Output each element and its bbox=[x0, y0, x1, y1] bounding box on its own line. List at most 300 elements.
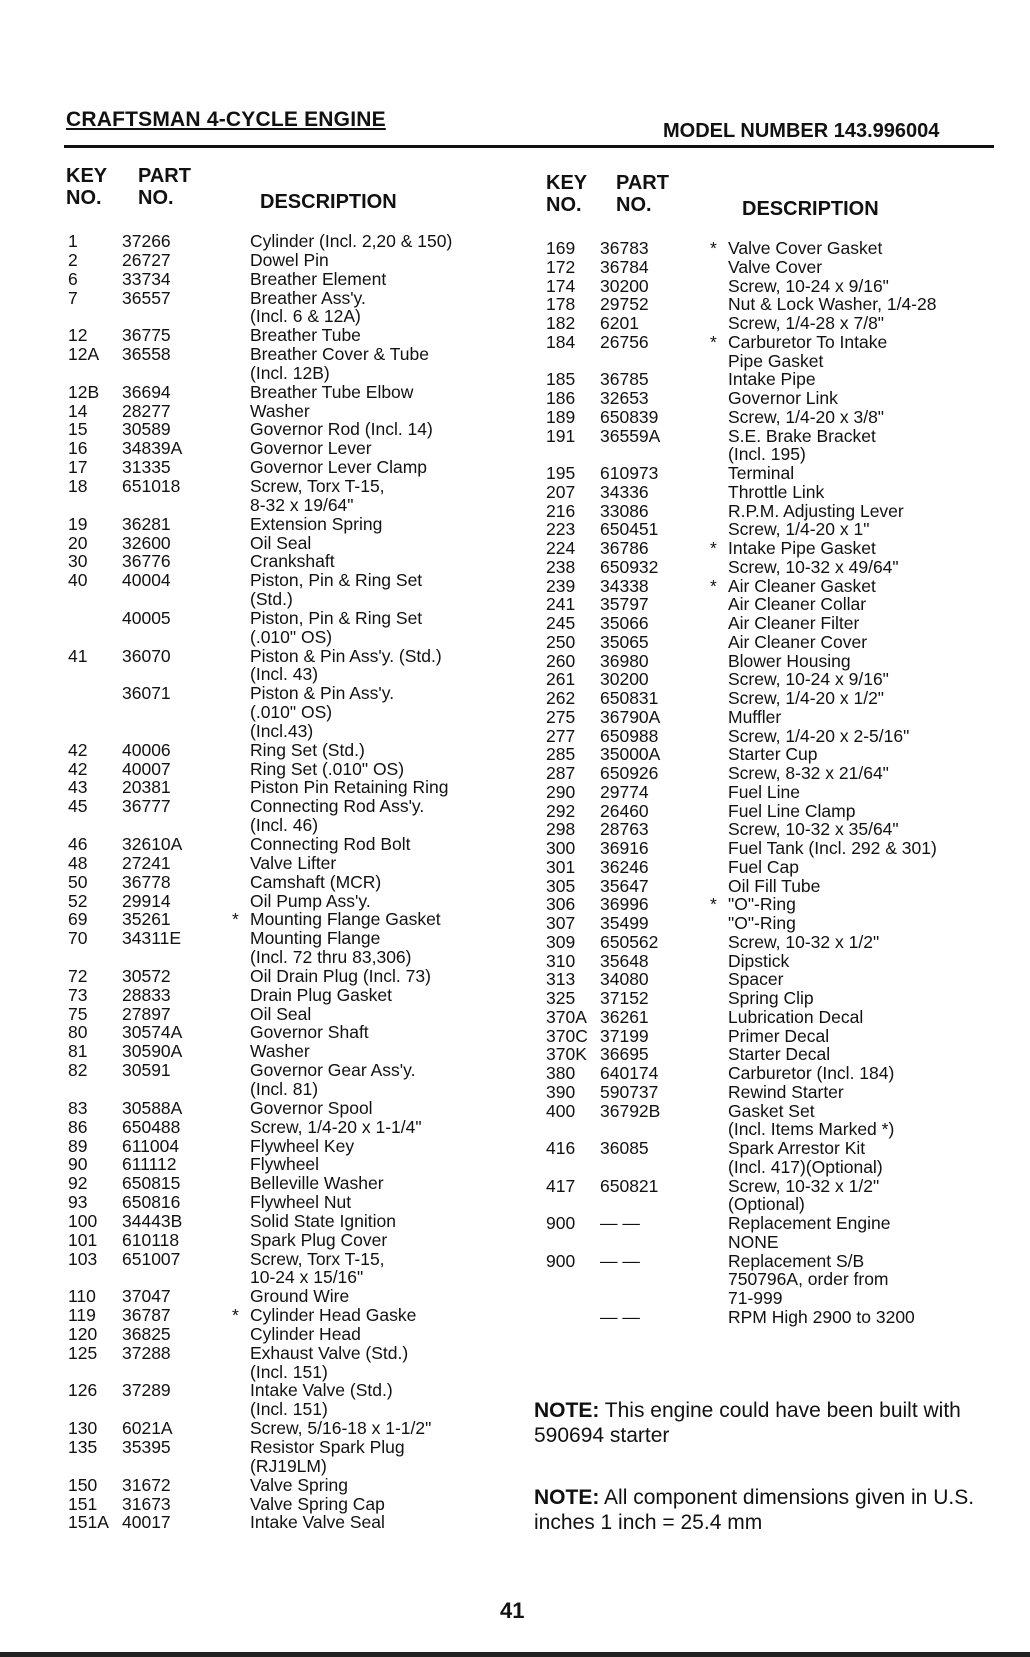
parts-row bbox=[546, 670, 996, 689]
parts-row bbox=[546, 989, 996, 1008]
part-description: Flywheel Key bbox=[250, 1135, 355, 1156]
part-key-no: 89 bbox=[68, 1135, 88, 1156]
part-key-no: 306 bbox=[546, 894, 576, 915]
part-description: Screw, 1/4-20 x 1/2" bbox=[728, 688, 885, 708]
part-no: 27241 bbox=[122, 852, 171, 873]
part-description: Breather Tube Elbow bbox=[250, 381, 414, 402]
part-header-bottom: NO. bbox=[138, 187, 174, 209]
parts-row bbox=[546, 652, 996, 671]
parts-row bbox=[68, 289, 508, 308]
parts-row bbox=[546, 1008, 996, 1027]
parts-row bbox=[68, 515, 508, 534]
part-description: Governor Rod (Incl. 14) bbox=[250, 419, 433, 440]
parts-row bbox=[68, 571, 508, 590]
parts-row bbox=[546, 1158, 996, 1177]
left-key-header bbox=[66, 165, 107, 209]
part-key-no: 69 bbox=[68, 909, 88, 930]
part-header-top: PART bbox=[138, 165, 191, 187]
part-key-no: 130 bbox=[68, 1418, 98, 1439]
part-no: 30574A bbox=[122, 1022, 183, 1043]
parts-row bbox=[546, 1064, 996, 1083]
part-description: Screw, Torx T-15, bbox=[250, 1248, 385, 1269]
part-description: Breather Cover & Tube bbox=[250, 344, 429, 365]
part-description: Camshaft (MCR) bbox=[250, 871, 382, 892]
parts-row bbox=[68, 232, 508, 251]
part-no: 28763 bbox=[600, 819, 649, 840]
part-no: 29774 bbox=[600, 781, 649, 802]
part-no: 650988 bbox=[600, 725, 659, 746]
part-key-no: 100 bbox=[68, 1210, 98, 1231]
part-description: S.E. Brake Bracket bbox=[728, 425, 876, 446]
parts-row bbox=[68, 590, 508, 609]
part-no: 35066 bbox=[600, 613, 649, 633]
parts-row bbox=[546, 1102, 996, 1121]
part-description: Flywheel bbox=[250, 1154, 320, 1175]
parts-row bbox=[68, 1400, 508, 1419]
part-no: 26756 bbox=[600, 331, 649, 352]
part-description: Screw, 1/4-28 x 7/8" bbox=[728, 313, 885, 333]
part-no: 36246 bbox=[600, 856, 649, 877]
part-no: 650831 bbox=[600, 688, 659, 708]
part-key-no: 151A bbox=[68, 1512, 109, 1533]
part-key-no: 186 bbox=[546, 388, 576, 408]
part-key-no: 135 bbox=[68, 1437, 98, 1457]
part-no: 37199 bbox=[600, 1025, 649, 1046]
part-no: 33086 bbox=[600, 500, 649, 521]
left-parts-list bbox=[68, 232, 508, 1532]
part-key-no: 290 bbox=[546, 781, 576, 802]
gasket-set-mark: * bbox=[710, 331, 717, 352]
left-part-header bbox=[138, 165, 191, 209]
part-description: Screw, 1/4-20 x 3/8" bbox=[728, 406, 885, 427]
part-key-no: 416 bbox=[546, 1138, 576, 1158]
part-key-no: 126 bbox=[68, 1380, 98, 1401]
part-no: 31335 bbox=[122, 457, 171, 478]
part-no: 30200 bbox=[600, 669, 649, 690]
part-description: Blower Housing bbox=[728, 650, 851, 671]
parts-row bbox=[68, 835, 508, 854]
part-description: Intake Valve (Std.) bbox=[250, 1380, 393, 1401]
part-description: (Optional) bbox=[728, 1194, 805, 1215]
parts-row bbox=[68, 1419, 508, 1438]
part-description: Air Cleaner Cover bbox=[728, 631, 868, 652]
part-description: Fuel Line Clamp bbox=[728, 800, 856, 821]
part-key-no: 80 bbox=[68, 1022, 88, 1043]
part-key-no: 12A bbox=[68, 344, 100, 365]
part-no: 35000A bbox=[600, 744, 661, 765]
part-no: 34443B bbox=[122, 1210, 183, 1231]
part-no: 590737 bbox=[600, 1081, 659, 1102]
parts-row bbox=[68, 1325, 508, 1344]
part-key-no: 305 bbox=[546, 875, 576, 896]
part-description: Intake Pipe bbox=[728, 369, 816, 390]
parts-row bbox=[546, 764, 996, 783]
part-description: Piston & Pin Ass'y. (Std.) bbox=[250, 645, 442, 666]
part-description: (Incl. 195) bbox=[728, 444, 806, 465]
parts-row bbox=[546, 952, 996, 971]
part-description: Piston & Pin Ass'y. bbox=[250, 683, 395, 704]
part-no: 37289 bbox=[122, 1380, 171, 1401]
part-description: Ring Set (Std.) bbox=[250, 739, 365, 760]
gasket-set-mark: * bbox=[710, 575, 717, 596]
part-no: 20381 bbox=[122, 777, 171, 798]
part-key-no: 40 bbox=[68, 570, 88, 591]
parts-row bbox=[546, 1139, 996, 1158]
part-description: Screw, 10-32 x 1/2" bbox=[728, 931, 880, 952]
parts-row bbox=[546, 1233, 996, 1252]
part-description: Mounting Flange bbox=[250, 928, 381, 949]
part-key-no: 241 bbox=[546, 594, 576, 615]
part-no: 34839A bbox=[122, 438, 183, 459]
parts-row bbox=[68, 1174, 508, 1193]
parts-row bbox=[68, 967, 508, 986]
parts-row bbox=[546, 333, 996, 352]
part-description: Oil Pump Ass'y. bbox=[250, 890, 371, 911]
part-key-no: 185 bbox=[546, 369, 576, 390]
part-no: 40017 bbox=[122, 1512, 171, 1533]
part-key-no: 223 bbox=[546, 519, 576, 540]
parts-row bbox=[546, 370, 996, 389]
part-key-no: 239 bbox=[546, 575, 576, 596]
parts-row bbox=[68, 1344, 508, 1363]
part-description: Screw, 1/4-20 x 2-5/16" bbox=[728, 725, 910, 746]
part-no: 29914 bbox=[122, 890, 171, 911]
part-no: 26727 bbox=[122, 249, 171, 270]
parts-row bbox=[68, 609, 508, 628]
part-key-no: 73 bbox=[68, 984, 88, 1005]
part-description: (.010" OS) bbox=[250, 702, 333, 723]
parts-row bbox=[68, 778, 508, 797]
gasket-set-mark: * bbox=[710, 538, 717, 558]
part-key-no: 307 bbox=[546, 913, 576, 933]
part-no: 35499 bbox=[600, 913, 649, 933]
part-description: Piston Pin Retaining Ring bbox=[250, 777, 449, 798]
part-no: 40007 bbox=[122, 758, 171, 779]
part-key-no: 52 bbox=[68, 890, 88, 911]
part-key-no: 238 bbox=[546, 556, 576, 577]
parts-row bbox=[68, 948, 508, 967]
part-no: 36695 bbox=[600, 1044, 649, 1065]
part-description: Primer Decal bbox=[728, 1025, 830, 1046]
part-no: 36085 bbox=[600, 1138, 649, 1158]
part-no: 36071 bbox=[122, 683, 171, 704]
part-description: Piston, Pin & Ring Set bbox=[250, 607, 423, 628]
part-no: — — bbox=[600, 1250, 640, 1271]
part-key-no: 101 bbox=[68, 1229, 98, 1250]
part-description: (Incl. 151) bbox=[250, 1399, 328, 1420]
parts-row bbox=[546, 502, 996, 521]
parts-row bbox=[546, 820, 996, 839]
part-description: Gasket Set bbox=[728, 1100, 815, 1121]
part-key-no: 20 bbox=[68, 532, 88, 553]
part-description: Belleville Washer bbox=[250, 1173, 384, 1194]
note-dimensions bbox=[534, 1485, 1004, 1535]
part-description: Connecting Rod Ass'y. bbox=[250, 796, 425, 817]
part-description: (.010" OS) bbox=[250, 626, 333, 647]
part-description: Air Cleaner Gasket bbox=[728, 575, 876, 596]
parts-row bbox=[68, 1061, 508, 1080]
part-key-no: 16 bbox=[68, 438, 88, 459]
parts-row bbox=[546, 1083, 996, 1102]
part-no: 36559A bbox=[600, 425, 661, 446]
part-no: 651018 bbox=[122, 475, 181, 496]
part-key-no: 151 bbox=[68, 1493, 98, 1514]
part-key-no: 261 bbox=[546, 669, 576, 690]
part-key-no: 72 bbox=[68, 965, 88, 986]
part-description: Dipstick bbox=[728, 950, 790, 971]
part-no: 34080 bbox=[600, 969, 649, 990]
part-description: Governor Lever Clamp bbox=[250, 457, 428, 478]
part-key-no: 120 bbox=[68, 1323, 98, 1344]
part-description: (Incl. 6 & 12A) bbox=[250, 306, 361, 327]
part-no: 36790A bbox=[600, 706, 661, 727]
part-description: Valve Cover bbox=[728, 256, 823, 277]
part-key-no: 93 bbox=[68, 1192, 88, 1213]
left-description-header: DESCRIPTION bbox=[260, 191, 397, 213]
part-description: Intake Valve Seal bbox=[250, 1512, 385, 1533]
parts-row bbox=[546, 408, 996, 427]
part-no: 650816 bbox=[122, 1192, 181, 1213]
part-description: Valve Lifter bbox=[250, 852, 337, 873]
part-key-no: 2 bbox=[68, 249, 78, 270]
part-description: Lubrication Decal bbox=[728, 1006, 864, 1027]
part-key-no: 178 bbox=[546, 294, 576, 315]
parts-row bbox=[546, 1252, 996, 1271]
gasket-set-mark: * bbox=[232, 909, 239, 930]
bottom-border bbox=[0, 1652, 1030, 1657]
part-key-no: 18 bbox=[68, 475, 88, 496]
parts-row bbox=[68, 1212, 508, 1231]
part-no: 27897 bbox=[122, 1003, 171, 1024]
parts-row bbox=[546, 1270, 996, 1289]
parts-row bbox=[68, 910, 508, 929]
part-key-no: 174 bbox=[546, 275, 576, 296]
part-key-no: 125 bbox=[68, 1342, 98, 1363]
header-rule bbox=[64, 145, 994, 148]
part-description: (Incl.43) bbox=[250, 720, 314, 741]
part-no: 651007 bbox=[122, 1248, 181, 1269]
parts-row bbox=[68, 1268, 508, 1287]
part-description: Valve Spring Cap bbox=[250, 1493, 385, 1514]
part-key-no: 150 bbox=[68, 1474, 98, 1495]
note-text: This engine could have been built with 590694 starter bbox=[534, 1399, 961, 1447]
parts-row bbox=[546, 689, 996, 708]
part-no: 40005 bbox=[122, 607, 171, 628]
part-no: 28277 bbox=[122, 400, 171, 421]
parts-row bbox=[546, 783, 996, 802]
part-key-no: 313 bbox=[546, 969, 576, 990]
page-number: 41 bbox=[500, 1598, 525, 1623]
parts-row bbox=[68, 1513, 508, 1532]
part-key-no: 285 bbox=[546, 744, 576, 765]
part-description: Terminal bbox=[728, 463, 795, 483]
part-description: Screw, 10-24 x 9/16" bbox=[728, 669, 889, 690]
part-description: Ground Wire bbox=[250, 1286, 350, 1307]
part-key-no: 216 bbox=[546, 500, 576, 521]
parts-row bbox=[68, 534, 508, 553]
part-no: 36777 bbox=[122, 796, 171, 817]
parts-row bbox=[68, 684, 508, 703]
part-description: Oil Seal bbox=[250, 1003, 312, 1024]
part-description: Screw, 5/16-18 x 1-1/2" bbox=[250, 1418, 432, 1439]
model-number: MODEL NUMBER 143.996004 bbox=[663, 120, 940, 142]
parts-row bbox=[68, 1099, 508, 1118]
parts-row bbox=[546, 539, 996, 558]
part-description: Oil Seal bbox=[250, 532, 312, 553]
part-no: 35647 bbox=[600, 875, 649, 896]
right-description-header: DESCRIPTION bbox=[742, 198, 879, 220]
part-description: (Incl. 46) bbox=[250, 815, 319, 836]
part-no: 28833 bbox=[122, 984, 171, 1005]
part-key-no: 370C bbox=[546, 1025, 588, 1046]
part-no: 36070 bbox=[122, 645, 171, 666]
parts-row bbox=[546, 933, 996, 952]
parts-row bbox=[546, 314, 996, 333]
parts-row bbox=[68, 760, 508, 779]
part-description: Extension Spring bbox=[250, 513, 383, 534]
part-no: 34311E bbox=[122, 928, 182, 949]
note-text: All component dimensions given in U.S. inches 1 inch = 25.4 mm bbox=[534, 1486, 975, 1534]
part-key-no: 287 bbox=[546, 763, 576, 783]
parts-row bbox=[68, 1287, 508, 1306]
part-key-no: 12 bbox=[68, 325, 88, 346]
parts-row bbox=[68, 929, 508, 948]
part-description: Spark Arrestor Kit bbox=[728, 1138, 866, 1158]
parts-row bbox=[546, 1045, 996, 1064]
part-key-no: 45 bbox=[68, 796, 88, 817]
parts-row bbox=[546, 745, 996, 764]
part-key-no: 6 bbox=[68, 268, 78, 289]
part-key-no: 380 bbox=[546, 1063, 576, 1083]
key-header-bottom: NO. bbox=[66, 187, 102, 209]
part-key-no: 19 bbox=[68, 513, 88, 534]
part-key-no: 325 bbox=[546, 988, 576, 1008]
parts-row bbox=[68, 816, 508, 835]
parts-row bbox=[68, 1381, 508, 1400]
part-description: Spacer bbox=[728, 969, 784, 990]
parts-row bbox=[546, 1289, 996, 1308]
part-description: Starter Cup bbox=[728, 744, 818, 765]
part-description: Air Cleaner Filter bbox=[728, 613, 860, 633]
part-description: Valve Cover Gasket bbox=[728, 238, 883, 258]
parts-row bbox=[68, 420, 508, 439]
part-description: Washer bbox=[250, 400, 310, 421]
parts-row bbox=[68, 741, 508, 760]
parts-row bbox=[546, 802, 996, 821]
parts-row bbox=[546, 352, 996, 371]
part-description: Screw, 10-24 x 9/16" bbox=[728, 275, 889, 296]
part-key-no: 900 bbox=[546, 1250, 576, 1271]
parts-row bbox=[68, 1306, 508, 1325]
part-no: — — bbox=[600, 1213, 640, 1233]
part-key-no: 110 bbox=[68, 1286, 96, 1307]
part-no: 36694 bbox=[122, 381, 171, 402]
part-no: 31672 bbox=[122, 1474, 171, 1495]
part-description: Fuel Line bbox=[728, 781, 800, 802]
part-description: Screw, 10-32 x 1/2" bbox=[728, 1175, 880, 1196]
parts-row bbox=[68, 458, 508, 477]
part-description: Flywheel Nut bbox=[250, 1192, 352, 1213]
part-key-no: 14 bbox=[68, 400, 88, 421]
part-description: Replacement S/B bbox=[728, 1250, 865, 1271]
part-description: Screw, 1/4-20 x 1-1/4" bbox=[250, 1116, 422, 1137]
part-no: 650821 bbox=[600, 1175, 659, 1196]
part-description: Drain Plug Gasket bbox=[250, 984, 393, 1005]
parts-row bbox=[68, 439, 508, 458]
parts-row bbox=[546, 1195, 996, 1214]
parts-row bbox=[68, 854, 508, 873]
parts-row bbox=[546, 239, 996, 258]
part-key-no: 182 bbox=[546, 313, 576, 333]
parts-row bbox=[546, 1027, 996, 1046]
part-description: (Incl. 81) bbox=[250, 1078, 319, 1099]
part-no: 650926 bbox=[600, 763, 659, 783]
parts-row bbox=[68, 703, 508, 722]
parts-row bbox=[68, 647, 508, 666]
part-key-no: 119 bbox=[68, 1305, 96, 1326]
part-description: Governor Shaft bbox=[250, 1022, 369, 1043]
parts-row bbox=[546, 1177, 996, 1196]
parts-row bbox=[546, 464, 996, 483]
part-description: Spark Plug Cover bbox=[250, 1229, 388, 1250]
part-key-no: 191 bbox=[546, 425, 576, 446]
part-description: Valve Spring bbox=[250, 1474, 348, 1495]
part-description: Solid State Ignition bbox=[250, 1210, 396, 1231]
parts-row bbox=[68, 873, 508, 892]
part-no: 650562 bbox=[600, 931, 659, 952]
part-key-no: 224 bbox=[546, 538, 576, 558]
part-key-no: 1 bbox=[68, 231, 78, 251]
part-no: 35797 bbox=[600, 594, 649, 615]
part-no: 37266 bbox=[122, 231, 171, 251]
parts-row bbox=[546, 445, 996, 464]
gasket-set-mark: * bbox=[232, 1305, 239, 1326]
parts-row bbox=[68, 1042, 508, 1061]
parts-row bbox=[546, 520, 996, 539]
part-header-bottom: NO. bbox=[616, 194, 652, 216]
part-key-no: 7 bbox=[68, 287, 78, 308]
parts-row bbox=[68, 1495, 508, 1514]
part-description: Carburetor To Intake bbox=[728, 331, 888, 352]
parts-row bbox=[546, 389, 996, 408]
part-description: "O"-Ring bbox=[728, 894, 796, 915]
part-no: 33734 bbox=[122, 268, 171, 289]
part-description: (Incl. 417)(Optional) bbox=[728, 1156, 883, 1177]
part-description: Cylinder Head Gaske bbox=[250, 1305, 417, 1326]
part-no: 36775 bbox=[122, 325, 171, 346]
part-no: 29752 bbox=[600, 294, 649, 315]
parts-row bbox=[546, 727, 996, 746]
part-description: Screw, 1/4-20 x 1" bbox=[728, 519, 870, 540]
parts-row bbox=[68, 1023, 508, 1042]
part-description: Muffler bbox=[728, 706, 782, 727]
part-no: 32653 bbox=[600, 388, 649, 408]
part-key-no: 298 bbox=[546, 819, 576, 840]
part-no: 37288 bbox=[122, 1342, 171, 1363]
part-description: Cylinder (Incl. 2,20 & 150) bbox=[250, 231, 453, 251]
part-no: 30589 bbox=[122, 419, 171, 440]
part-description: (Incl. Items Marked *) bbox=[728, 1119, 895, 1140]
parts-row bbox=[546, 914, 996, 933]
part-key-no: 900 bbox=[546, 1213, 576, 1233]
part-no: 36825 bbox=[122, 1323, 171, 1344]
note-label: NOTE: bbox=[534, 1486, 600, 1509]
key-header-top: KEY bbox=[66, 165, 108, 187]
part-description: Carburetor (Incl. 184) bbox=[728, 1063, 895, 1083]
part-key-no: 92 bbox=[68, 1173, 88, 1194]
parts-row bbox=[546, 839, 996, 858]
part-key-no: 90 bbox=[68, 1154, 88, 1175]
